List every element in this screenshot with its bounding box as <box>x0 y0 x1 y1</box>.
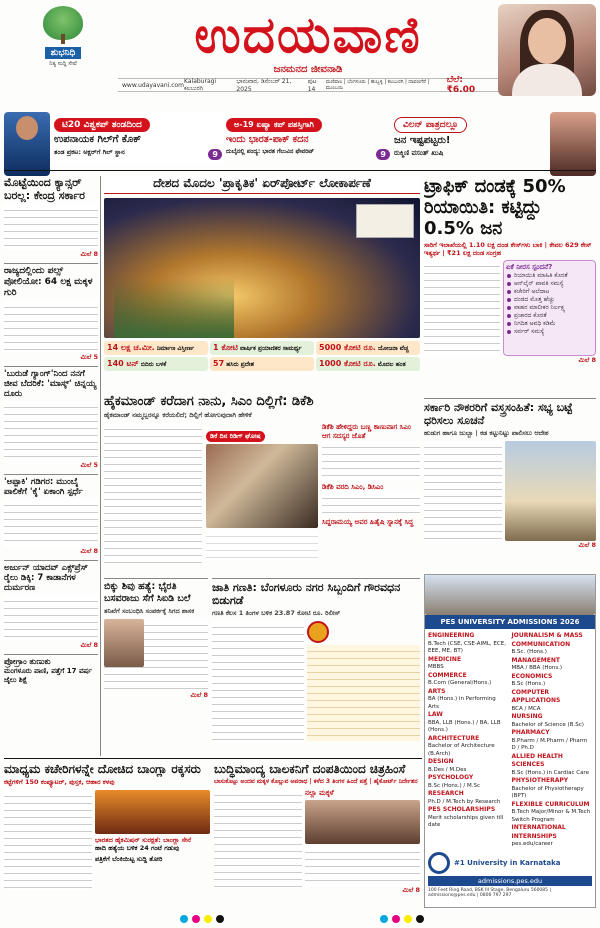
ad-program: JOURNALISM & MASS COMMUNICATION B.Sc. (Hons.) <box>511 632 583 655</box>
continued-label: ಮಿಲೆ 8 <box>578 356 596 364</box>
media-story[interactable] <box>4 762 210 912</box>
reasons-box <box>503 260 596 356</box>
brand-logo <box>8 6 118 92</box>
media-body <box>4 790 92 890</box>
ad-program: MANAGEMENT MBA / BBA (Hons.) <box>511 656 563 671</box>
ad-program: ENGINEERING B.Tech (CSE, CSE-AIML, ECE, EEE, ME, BT) <box>428 632 506 654</box>
pes-logo-icon <box>428 852 450 874</box>
news-body <box>4 401 98 461</box>
registration-mark <box>180 915 188 923</box>
teaser-mid-sub: ದುಬೈನಲ್ಲಿ ಪಂದ್ಯ: ಭಾರತ ಗೆಲುವಿನ ಫೇವರಿಟ್ <box>226 148 315 155</box>
mla-photo <box>104 619 144 667</box>
registration-mark <box>216 915 224 923</box>
ad-program: PHARMACY B.Pharm / M.Pharm / Pharm D / Ph.D <box>511 729 588 751</box>
news-item[interactable] <box>4 474 98 556</box>
dateline-bar <box>118 75 498 95</box>
ad-program: DESIGN B.Des / M.Des <box>428 758 467 773</box>
ad-footer: 100 Feet Ring Road, BSK III Stage, Bengaluru 560085 | admissions@pes.edu | 0806 797 297 <box>428 887 551 898</box>
news-headline: ಅರ್ಜುನ್ ಯಾದವ್ ಎಕ್ಸ್‌ಪ್ರೆಸ್ ರೈಲು ಡಿಕ್ಕಿ: 7 ಕಾಡಾನೆಗಳ ದುರ್ಮರಣ <box>4 563 88 593</box>
edition-links: ಮಣಿಪಾಲ | ಬೆಂಗಳೂರು | ಹುಬ್ಬಳ್ಳಿ | ಕಲಬುರಗಿ | ದಾವಣಗೆರೆ | ಮುಂಬಯಿ <box>325 79 430 91</box>
continued-label: ಮಿಲೆ 8 <box>190 691 208 699</box>
ad-right-list <box>512 632 593 849</box>
murder-story[interactable] <box>104 578 208 754</box>
news-body <box>4 499 98 547</box>
teaser-left-page: 9 <box>208 149 222 160</box>
reason-item: ವಾಹನ ಮಾಲೀಕರ ನಿರ್ಲಕ್ಷ್ಯ <box>506 304 593 312</box>
cricketer-photo <box>4 112 50 176</box>
airport-photo <box>104 198 420 338</box>
news-body <box>4 595 98 641</box>
ad-badge: #1 University in Karnataka <box>454 858 561 867</box>
news-headline: 'ಅಪ್ಪಾಕಿ' ಗಡಿಗರ: ಮುಂಬೈ ಪಾಲಿಕೆಗೆ 'ಕೈ' ಏಕಾಂಗಿ ಸ್ಪರ್ಧೆ <box>4 477 83 497</box>
lead-side2-body <box>322 492 420 516</box>
child-body <box>214 789 302 889</box>
actress-thumbnail <box>550 112 596 176</box>
ad-brand: PES UNIVERSITY ADMISSIONS 2026 <box>425 615 595 629</box>
reason-item: ದಂಡದ ಮೊತ್ತ ಹೆಚ್ಚು <box>506 296 593 304</box>
reason-item: ಪ್ರಚಾರದ ಕೊರತೆ <box>506 312 593 320</box>
dress-code-story[interactable] <box>424 398 596 570</box>
continued-label: ಮಿಲೆ 8 <box>80 641 98 649</box>
price: ಬೆಲೆ: ₹6.00 <box>446 75 476 95</box>
ad-program: PHYSIOTHERAPY Bachelor of Physiotherapy (BPT) <box>511 777 584 799</box>
media-box2: ಪತ್ರಿಕೆಗೆ ಬೆಂಕಿಯಿಟ್ಟ ಸುದ್ದಿ ತೋರಿ <box>95 855 163 863</box>
tree-icon <box>43 6 83 40</box>
masthead-title: ಉದಯವಾಣಿ <box>194 5 422 64</box>
news-body <box>4 204 98 250</box>
stats-grid <box>104 341 420 371</box>
child-abuse-story[interactable] <box>214 762 420 912</box>
dress-code-headline: ಸರ್ಕಾರಿ ನೌಕರರಿಗೆ ವಸ್ತ್ರಸಂಹಿತೆ: ಸಭ್ಯ ಬಟ್ಟೆ ಧರಿಸಲು ಸೂಚನೆ <box>424 401 573 427</box>
lead-side3: ಸಿದ್ದರಾಮಯ್ಯ ಅವರ ಹಿತೈಷಿ ಸ್ನಾನಕ್ಕೆ ಸಿದ್ಧ <box>322 518 414 526</box>
dks-photo <box>206 444 318 528</box>
ad-program: COMPUTER APPLICATIONS BCA / MCA <box>511 688 561 712</box>
feature-story[interactable] <box>104 176 420 390</box>
news-item[interactable] <box>4 560 98 650</box>
child-sub: ಬಾಸುಕೊಟ್ಟು ಅಂದವ ಮಕ್ಕಳ ಕೊಲ್ಲುವ ಅಪರಾಧ | ಕಳೆದ 3 ತಿಂಗಳ ಹಿಂದೆ ಪತ್ತೆ | ಹೈಕೋರ್ಟ್ ನಿರ್ದೇಶನ <box>214 778 418 785</box>
vidhana-soudha-photo <box>505 441 596 541</box>
lead-side-body <box>322 441 420 481</box>
ad-program: PSYCHOLOGY B.Sc (Hons.) / M.Sc <box>428 774 481 789</box>
reason-item: ಆನ್‌ಲೈನ್ ಪಾವತಿ ಸಮಸ್ಯೆ <box>506 280 593 288</box>
ad-program: ARTS BA (Hons.) in Performing Arts <box>428 687 496 710</box>
reason-item: ನಿಗದಿತ ಅವಧಿ ಕಡಿಮೆ <box>506 320 593 328</box>
left-news-column <box>4 176 98 756</box>
news-item[interactable] <box>4 176 98 259</box>
site-url: www.udayavani.com <box>122 81 185 89</box>
lead-headline: ಹೈಕಮಾಂಡ್ ಕರೆದಾಗ ನಾನು, ಸಿಎಂ ದಿಲ್ಲಿಗೆ: ಡಿಕೆಶಿ <box>104 394 314 409</box>
lead-story[interactable] <box>104 394 420 574</box>
stat-box: 5000 ಕೋಟಿ ರೂ. ಯೋಜನಾ ವೆಚ್ಚ <box>316 341 420 355</box>
registration-mark <box>392 915 400 923</box>
continued-label: ಮಿಲೆ 8 <box>402 886 420 894</box>
ad-program: NURSING Bachelor of Science (B.Sc) <box>511 713 584 728</box>
trees-shape <box>114 278 234 338</box>
brand-sub-label: ನಿತ್ಯ ಸುದ್ದಿ ಸೇವೆ <box>49 61 77 67</box>
fire-photo <box>95 790 210 834</box>
child-side-body <box>305 846 420 886</box>
traffic-headline: ಟ್ರಾಫಿಕ್ ದಂಡಕ್ಕೆ 50% ರಿಯಾಯಿತಿ: ಕಟ್ಟಿದ್ದು 0.5% ಜನ <box>424 176 566 239</box>
news-body <box>4 301 98 353</box>
traffic-sub: ಸಾರಿಗೆ ಇಲಾಖೆಯಲ್ಲಿ 1.10 ಲಕ್ಷ ದಂಡ ಕೇಸ್‌ಗಳು ಬಾಕಿ | ಕೇವಲ 629 ಕೇಸ್ ಇತ್ಯರ್ಥ | ₹21 ಲಕ್ಷ ದಂಡ ಸಂಗ್ರಹ <box>424 241 592 257</box>
teaser-left-headline-2: ಉಪನಾಯಕ ಗಿಲ್‌ಗೆ ಕೊಕ್ <box>54 134 141 145</box>
ad-program: FLEXIBLE CURRICULUM B.Tech Major/Minor & M.Tech Switch Program <box>511 800 591 823</box>
reason-item: ಕಚೇರಿಗೆ ಅಲೆದಾಟ <box>506 288 593 296</box>
registration-mark <box>204 915 212 923</box>
ad-program: RESEARCH Ph.D / M.Tech by Research <box>428 790 501 805</box>
ad-program: LAW BBA, LLB (Hons.) / BA, LLB (Hons.) <box>428 711 501 733</box>
reason-item: ಸರ್ವರ್ ಸಮಸ್ಯೆ <box>506 328 593 336</box>
media-box-title: ಭಾರತದ ಹೈಕಮಿಷನ್ ಸುರಕ್ಷತೆ: ಬಾಂಗ್ಲಾ ಸೇನೆ <box>95 836 192 844</box>
ad-url[interactable]: admissions.pes.edu <box>428 876 592 886</box>
murder-sub: ತನಿಖೆಗೆ ಸಂಬಂಧಿಸಿ ಸಂಪರ್ಕಕ್ಕೆ ಸಿಗದ ಶಾಸಕ <box>104 607 195 615</box>
ad-left-list <box>428 632 509 849</box>
ad-program: INTERNATIONAL INTERNSHIPS pes.edu/career <box>511 824 566 847</box>
teaser-mid-page: 9 <box>376 149 390 160</box>
child-photo <box>305 800 420 844</box>
stat-box: 140 ಟನ್ ಬಿದಿರು ಬಳಕೆ <box>104 357 208 371</box>
teaser-left-sub: ತಂಡ ಪ್ರಕಟ: ಅಕ್ಷರ್‌ಗೆ ಗಿಲ್ ಸ್ಥಾನ <box>54 148 125 156</box>
census-headline: ಜಾತಿ ಗಣತಿ: ಬೆಂಗಳೂರು ನಗರ ಸಿಬ್ಬಂದಿಗೆ ಗೌರವಧನ ಬಿಡುಗಡೆ <box>212 581 401 607</box>
pes-university-ad[interactable] <box>424 574 596 908</box>
media-sub: ಕಟ್ಟೆಗಳಿಗೆ 150 ಕಂಪ್ಯೂಟರ್, ಪುಸ್ತಕ, ಆಹಾರ ಕಳವು <box>4 778 115 786</box>
stat-box: 1000 ಕೋಟಿ ರೂ. ಮೊದಲ ಹಂತ <box>316 357 420 371</box>
lead-tag: ಡಿಕೆ ದಿನ ರಿಡಿಗ್ ಘೋಷ <box>206 431 265 442</box>
divider <box>4 758 422 759</box>
dress-code-sub: ಹುಡುಗ ಹಾಗೂ ಜುಬ್ಬಾ | ಕಡ ಕಟ್ಟುನಿಟ್ಟು ಪಾಲಿಸಲು ಆದೇಶ <box>424 429 549 437</box>
continued-label: ಮಿಲೆ 8 <box>80 250 98 258</box>
top-teaser-left[interactable] <box>4 112 224 164</box>
actress-portrait <box>498 4 596 96</box>
news-headline: ಮೊಟ್ಟೆಯಿಂದ ಕ್ಯಾನ್ಸರ್ ಬರಲ್ಲ: ಕೇಂದ್ರ ಸರ್ಕಾರ <box>4 176 85 202</box>
census-story[interactable] <box>212 578 420 754</box>
page-count: ಪುಟ 14 <box>307 77 317 93</box>
feature-headline: ದೇಶದ ಮೊದಲ 'ಪ್ರಾಕೃತಿಕ' ಏರ್‌ಪೋರ್ಟ್ ಲೋಕಾರ್ಪಣೆ <box>104 176 420 194</box>
continued-label: ಮಿಲೆ 5 <box>80 353 98 361</box>
ad-program: MEDICINE MBBS <box>428 655 462 670</box>
ad-program: ECONOMICS B.Sc (Hons.) <box>511 672 553 687</box>
column-divider <box>100 176 101 756</box>
news-item[interactable] <box>4 366 98 470</box>
continued-label: ಮಿಲೆ 5 <box>80 461 98 469</box>
news-item[interactable] <box>4 263 98 362</box>
ad-program: ALLIED HEALTH SCIENCES B.Sc (Hons.) in Cardiac Care <box>511 752 589 776</box>
stat-box: 14 ಲಕ್ಷ ಚ.ಮೀ. ನಿರ್ಮಾಣ ವಿಸ್ತೀರ್ಣ <box>104 341 208 355</box>
news-headline: ರಾಜ್ಯದಲ್ಲಿಂದು ಪಲ್ಸ್ ಪೋಲಿಯೋ: 64 ಲಕ್ಷ ಮಕ್ಕಳ ಗುರಿ <box>4 266 93 298</box>
masthead-tagline: ಜನಮನದ ಜೀವನಾಡಿ <box>273 64 343 75</box>
media-box-sub: ಹಾದಿ ಹತ್ಯೆಯ ಬಳಿಕ 24 ಗಂಟೆ ಗಡುವು <box>95 844 180 852</box>
teaser-mid-headline: ಅ-19 ಏಷ್ಯಾ ಕಪ್ ಪಶಸ್ತಿಗಾಗಿ <box>226 118 322 132</box>
registration-mark <box>192 915 200 923</box>
traffic-body <box>424 260 500 356</box>
ad-program: PES SCHOLARSHIPS Merit scholarships given till date <box>428 806 504 828</box>
lead-body <box>104 423 202 563</box>
ad-program: COMMERCE B.Com (General/Hons.) <box>428 671 492 686</box>
registration-mark <box>416 915 424 923</box>
divider <box>4 170 596 171</box>
top-teaser-mid[interactable] <box>226 112 392 164</box>
child-headline: ಬುದ್ಧಿಮಾಂದ್ಯ ಬಾಲಕನಿಗೆ ದಂಪತಿಯಿಂದ ಚಿತ್ರಹಿಂಸೆ <box>214 762 406 776</box>
media-headline: ಮಾಧ್ಯಮ ಕಚೇರಿಗಳನ್ನೇ ದೋಚಿದ ಬಾಂಗ್ಲಾ ರಕ್ಕಸರು <box>4 762 201 776</box>
teaser-right-headline-2: ಜನ ಇಷ್ಟಪಟ್ಟರು! <box>394 135 451 146</box>
news-sub: ಮಂಗಳೂರು ಪಾಣಿ, ಪತ್ತೆಗೆ 17 ವರ್ಷ ಜೈಲು ಶಿಕ್ಷೆ <box>4 667 92 684</box>
traffic-story[interactable] <box>424 176 596 394</box>
census-box <box>307 645 420 741</box>
murder-headline: ಬಿಕ್ಕು ಶಿವು ಹತ್ಯೆ: ಭೈರತಿ ಬಸವರಾಜು ಸೆಗೆ ಸಿಐಡಿ ಬಲೆ <box>104 581 191 604</box>
stat-box: 57 ಹಸಿರು ಪ್ರದೇಶ <box>210 357 314 371</box>
badge-icon <box>307 621 329 643</box>
dress-code-body <box>424 441 502 541</box>
ad-program: ARCHITECTURE Bachelor of Architecture (B.Arch) <box>428 734 495 757</box>
issue-date: ಭಾನುವಾರ, ಡಿಸೆಂಬರ್ 21, 2025 <box>236 77 292 93</box>
lead-sub: ಹೈಕಮಾಂಡ್ ನಮ್ಮಬ್ಬರನ್ನೂ ಕರೆಯಲಿದೆ; ದಿಲ್ಲಿಗೆ ಹೋಗುವುದಾಗಿ ಹೇಳಿಕೆ <box>104 411 252 419</box>
stat-box: 1 ಕೋಟಿ ವಾರ್ಷಿಕ ಪ್ರಯಾಣಿಕರ ಸಾಮರ್ಥ್ಯ <box>210 341 314 355</box>
lead-side-headline: ಡಿಕೆಶಿ ಹೇಳಿದ್ದರು ಬಣ್ಣ ಕಾಣುವಾಗ ಸಿಎಂ ಆಗ ಸದಸ್ಯರ ಜೊತೆ <box>322 423 412 440</box>
registration-mark <box>404 915 412 923</box>
census-body <box>212 621 304 741</box>
reasons-title: ಏಕೆ ನೀರಸ ಸ್ಪಂದನೆ? <box>506 263 553 271</box>
census-sub: ಗಣತಿ ಕೆಲಸ 1 ತಿಂಗಳ ಬಳಿಕ 23.87 ಕೋಟಿ ರೂ. ರಿಲೀಸ್ <box>212 609 341 617</box>
reason-item: ರಿಯಾಯಿತಿ ಮಾಹಿತಿ ಕೊರತೆ <box>506 272 593 280</box>
brand-small-label: ಶುಭನಿಧಿ <box>45 47 82 59</box>
news-headline: ಪ್ರೋಗ್ರಾಂ ತುಣುಕು <box>4 657 51 666</box>
news-item[interactable] <box>4 654 98 685</box>
continued-label: ಮಿಲೆ 8 <box>578 541 596 549</box>
child-side-title: ನಲ್ಲಾ ಮಕ್ಕಳೆ <box>305 789 334 797</box>
teaser-right-headline: ವಿಲನ್ ಪಾತ್ರದಲ್ಲೂ <box>394 117 467 133</box>
teaser-mid-headline-2: ಇಂದು ಭಾರತ-ಪಾಕ್ ಕದನ <box>226 134 309 145</box>
edition: Kalaburagi ಕಲಬುರಗಿ <box>184 77 217 92</box>
inset-map <box>356 204 414 238</box>
lead-side2: ಡಿಕೆಶಿ ವರದಿ ಸಿಎಂ, ಡಿಸಿಎಂ <box>322 483 384 491</box>
campus-photo <box>425 575 595 615</box>
news-headline: 'ಬುರುಡೆ ಗ್ಯಾಂಗ್'ನಿಂದ ನನಗೆ ಜೀವ ಬೆದರಿಕೆ: 'ಮಾಸ್ಕ್' ಚಿನ್ನಯ್ಯ ದೂರು <box>4 369 97 399</box>
top-teaser-right[interactable] <box>394 112 596 164</box>
lead-caption <box>206 530 318 560</box>
teaser-left-headline: ಟಿ20 ವಿಶ್ವಕಪ್ ತಂಡದಿಂದ <box>54 118 150 132</box>
continued-label: ಮಿಲೆ 8 <box>80 547 98 555</box>
teaser-right-sub: ರುಕ್ಮಿಣಿ ವಸಂತ್ ಖುಷಿ <box>394 149 444 157</box>
registration-mark <box>380 915 388 923</box>
